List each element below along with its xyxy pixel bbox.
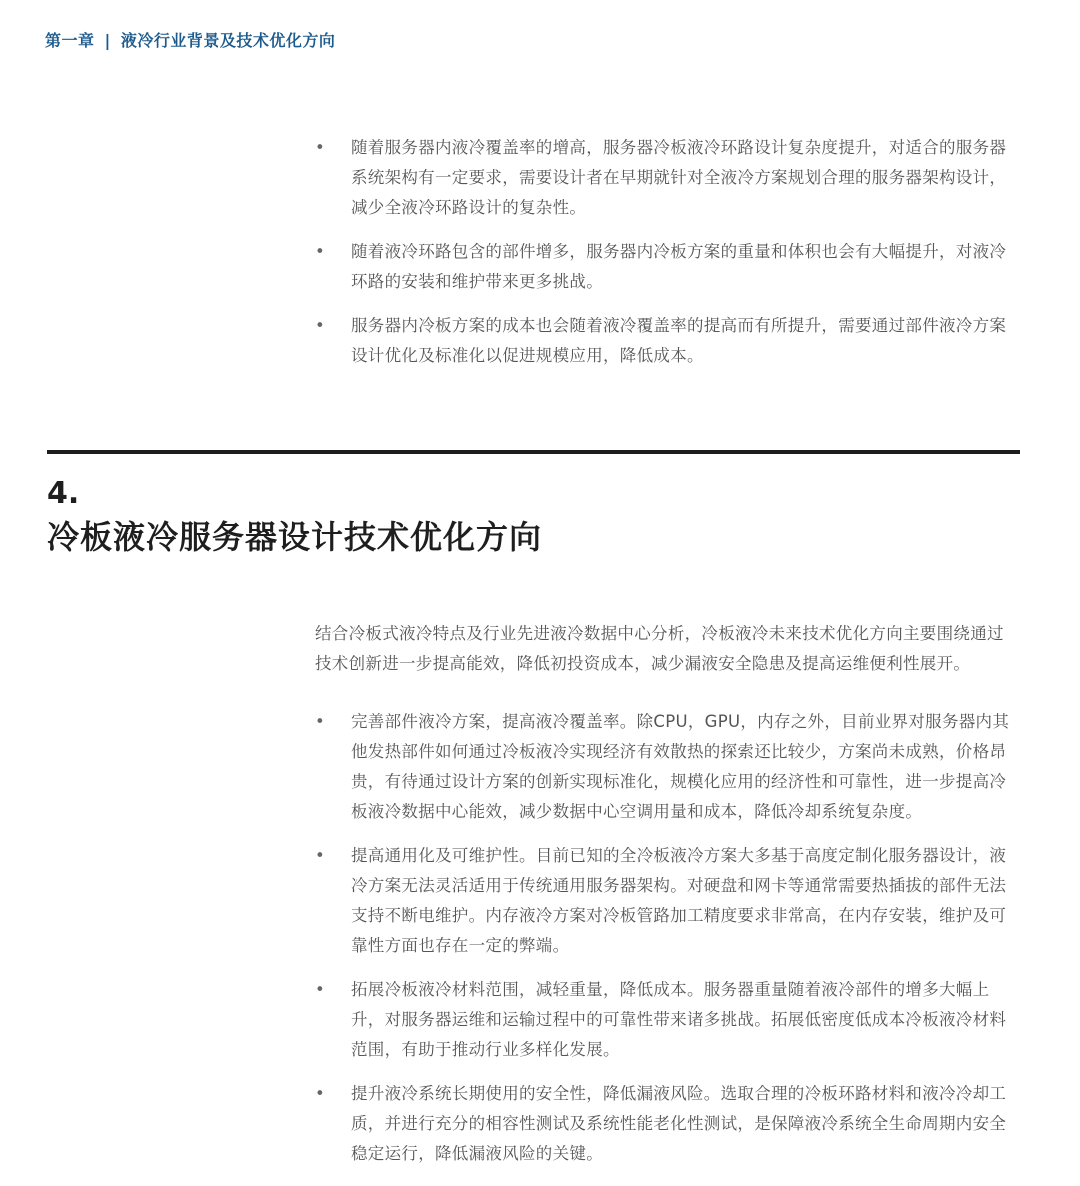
bullet-icon: • [315,316,326,335]
section-divider [47,450,1020,454]
list-item [313,133,1020,223]
list-item [313,237,1020,297]
bullet-icon: • [315,1084,326,1103]
list-item [313,841,1020,961]
section-intro: 结合冷板式液冷特点及行业先进液冷数据中心分析，冷板液冷未来技术优化方向主要围绕通过技术创新进一步提高能效，降低初投资成本，减少漏液安全隐患及提高运维便利性展开。 [315,624,1004,673]
list-item-text: 服务器内冷板方案的成本也会随着液冷覆盖率的提高而有所提升，需要通过部件液冷方案设计优化及标准化以促进规模应用，降低成本。 [351,316,1007,365]
list-item-text: 完善部件液冷方案，提高液冷覆盖率。除CPU，GPU，内存之外，目前业界对服务器内其他发热部件如何通过冷板液冷实现经济有效散热的探索还比较少，方案尚未成熟，价格昂贵，有待通过设计方案的创新实现标准化，规模化应用的经济性和可靠性，进一步提高冷板液冷数据中心能效，减少数据中心空调用量和成本，降低冷却系统复杂度。 [351,712,1010,821]
bullet-icon: • [315,846,326,865]
list-item [313,1079,1020,1169]
list-item-text: 随着液冷环路包含的部件增多，服务器内冷板方案的重量和体积也会有大幅提升，对液冷环路的安装和维护带来更多挑战。 [351,242,1007,291]
list-item-text: 提高通用化及可维护性。目前已知的全冷板液冷方案大多基于高度定制化服务器设计，液冷方案无法灵活适用于传统通用服务器架构。对硬盘和网卡等通常需要热插拔的部件无法支持不断电维护。内存液冷方案对冷板管路加工精度要求非常高，在内存安装，维护及可靠性方面也存在一定的弊端。 [351,846,1007,955]
list-item-text: 随着服务器内液冷覆盖率的增高，服务器冷板液冷环路设计复杂度提升，对适合的服务器系统架构有一定要求，需要设计者在早期就针对全液冷方案规划合理的服务器架构设计，减少全液冷环路设计的复杂性。 [351,138,1007,217]
chapter-label: 第一章 [45,31,95,50]
bullet-icon: • [315,242,326,261]
list-item [313,707,1020,827]
top-bullet-list [313,133,1020,385]
list-item [313,311,1020,371]
section-number: 4. [47,476,80,511]
list-item-text: 拓展冷板液冷材料范围，减轻重量，降低成本。服务器重量随着液冷部件的增多大幅上升，对服务器运维和运输过程中的可靠性带来诸多挑战。拓展低密度低成本冷板液冷材料范围，有助于推动行业多样化发展。 [351,980,1007,1059]
chapter-title: 液冷行业背景及技术优化方向 [120,31,336,50]
section-title: 冷板液冷服务器设计技术优化方向 [47,518,543,556]
bullet-icon: • [315,712,326,731]
chapter-header [45,28,335,51]
section-bullet-list [313,707,1020,1183]
list-item-text: 提升液冷系统长期使用的安全性，降低漏液风险。选取合理的冷板环路材料和液冷冷却工质，并进行充分的相容性测试及系统性能老化性测试，是保障液冷系统全生命周期内安全稳定运行，降低漏液风险的关键。 [351,1084,1007,1163]
bullet-icon: • [315,138,326,157]
bullet-icon: • [315,980,326,999]
header-separator: | [104,31,111,50]
list-item [313,975,1020,1065]
